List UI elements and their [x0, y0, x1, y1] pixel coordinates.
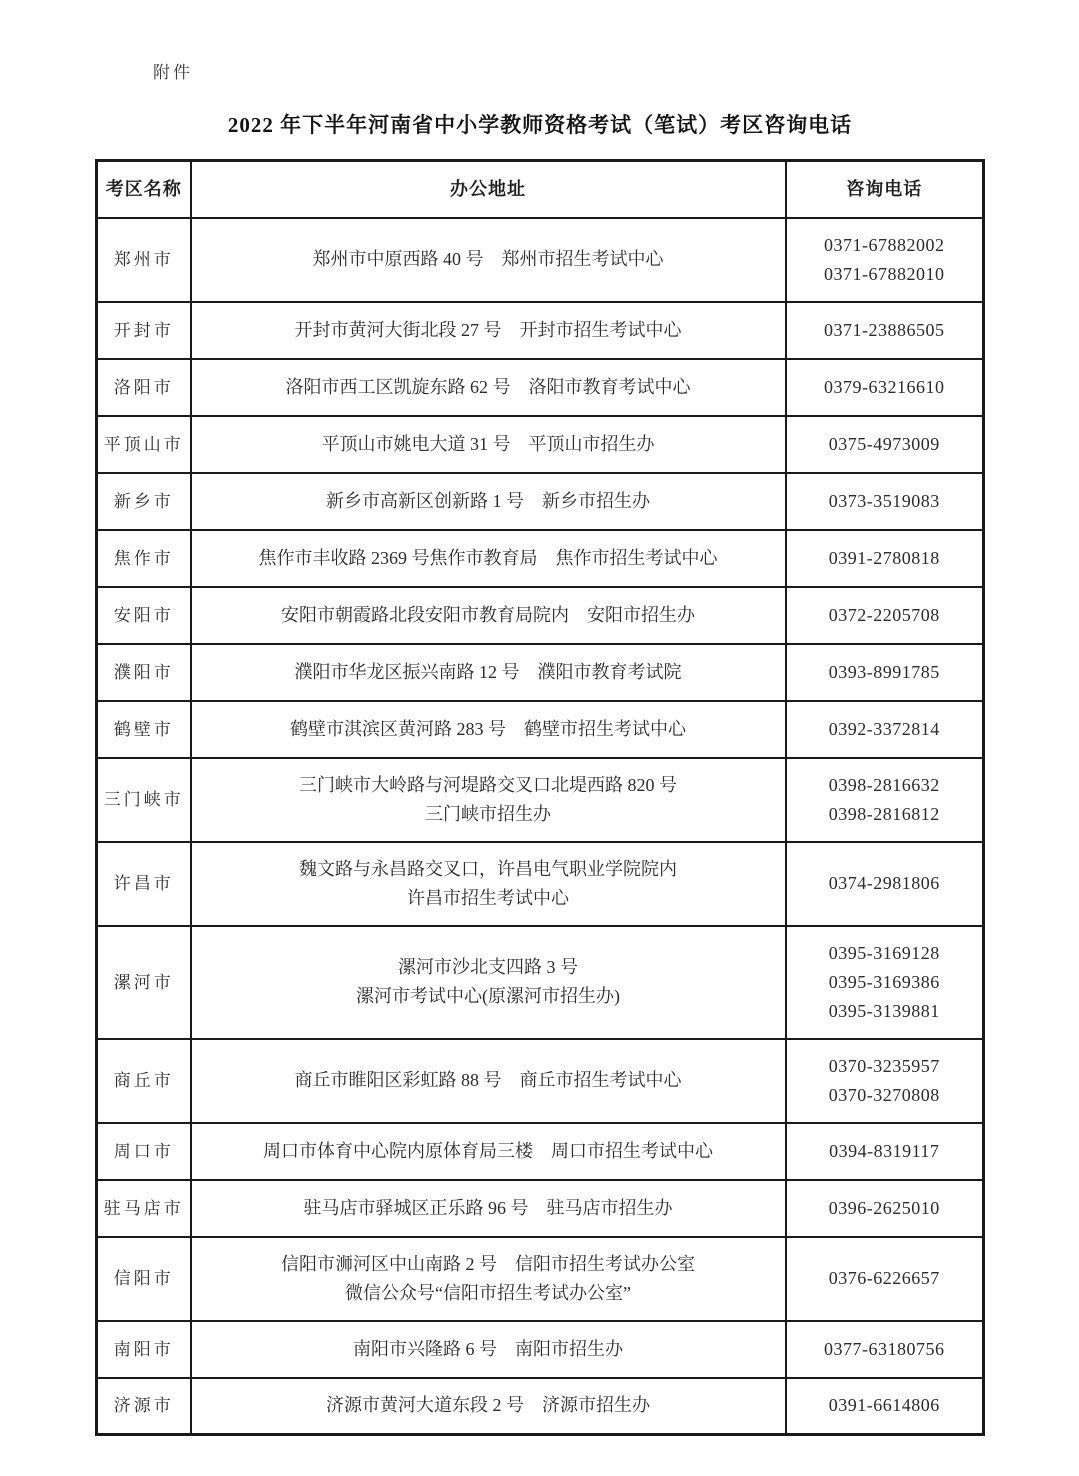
- phone-cell: [786, 1039, 984, 1123]
- phone-number: 0391-6614806: [828, 1395, 940, 1416]
- address-cell: [191, 587, 786, 644]
- phone-number: 0370-3235957: [828, 1055, 940, 1076]
- table-row: [97, 359, 984, 416]
- table-row: [97, 644, 984, 701]
- address-line: 周口市体育中心院内原体育局三楼 周口市招生考试中心: [263, 1140, 713, 1161]
- phone-number: 0371-23886505: [824, 319, 945, 340]
- address-line: 鹤壁市淇滨区黄河路 283 号 鹤壁市招生考试中心: [290, 718, 686, 739]
- table-row: [97, 587, 984, 644]
- address-line: 微信公众号“信阳市招生考试办公室”: [345, 1282, 631, 1303]
- address-cell: [191, 416, 786, 473]
- area-cell: 鹤壁市: [97, 701, 191, 758]
- phone-cell: [786, 530, 984, 587]
- phone-number: 0398-2816812: [828, 803, 940, 824]
- address-cell: [191, 1123, 786, 1180]
- header-phone: 咨询电话: [786, 161, 984, 218]
- page-title: 2022 年下半年河南省中小学教师资格考试（笔试）考区咨询电话: [227, 113, 853, 137]
- phone-number: 0379-63216610: [824, 376, 945, 397]
- address-cell: [191, 1237, 786, 1321]
- header-row: [97, 161, 984, 218]
- table-row: [97, 1321, 984, 1378]
- area-cell: 信阳市: [97, 1237, 191, 1321]
- address-cell: [191, 644, 786, 701]
- phone-number: 0371-67882002: [824, 234, 945, 255]
- contact-table: [95, 159, 985, 1436]
- header-address: 办公地址: [191, 161, 786, 218]
- table-body: [97, 218, 984, 1435]
- phone-cell: [786, 1378, 984, 1435]
- phone-number: 0394-8319117: [829, 1140, 940, 1161]
- address-line: 魏文路与永昌路交叉口，许昌电气职业学院院内: [299, 858, 677, 879]
- address-line: 平顶山市姚电大道 31 号 平顶山市招生办: [321, 433, 655, 454]
- area-cell: 洛阳市: [97, 359, 191, 416]
- phone-cell: [786, 302, 984, 359]
- table-row: [97, 473, 984, 530]
- table-head: [97, 161, 984, 218]
- phone-cell: [786, 701, 984, 758]
- address-line: 许昌市招生考试中心: [407, 887, 569, 908]
- address-cell: [191, 842, 786, 926]
- attachment-label: 附件: [153, 63, 193, 82]
- phone-number: 0393-8991785: [828, 661, 940, 682]
- table-row: [97, 1039, 984, 1123]
- area-cell: 济源市: [97, 1378, 191, 1435]
- phone-cell: [786, 218, 984, 302]
- address-line: 济源市黄河大道东段 2 号 济源市招生办: [326, 1395, 650, 1416]
- phone-number: 0395-3169386: [828, 971, 940, 992]
- area-cell: 商丘市: [97, 1039, 191, 1123]
- phone-number: 0398-2816632: [828, 774, 940, 795]
- table-row: [97, 530, 984, 587]
- address-cell: [191, 1039, 786, 1123]
- area-cell: 郑州市: [97, 218, 191, 302]
- phone-number: 0372-2205708: [828, 604, 940, 625]
- address-cell: [191, 473, 786, 530]
- address-line: 三门峡市招生办: [425, 803, 551, 824]
- address-cell: [191, 530, 786, 587]
- address-line: 漯河市沙北支四路 3 号: [398, 957, 578, 977]
- phone-number: 0370-3270808: [828, 1084, 940, 1105]
- table-row: [97, 416, 984, 473]
- phone-number: 0371-67882010: [824, 263, 945, 284]
- area-cell: 三门峡市: [97, 758, 191, 842]
- table-row: [97, 302, 984, 359]
- phone-cell: [786, 758, 984, 842]
- address-cell: [191, 359, 786, 416]
- area-cell: 濮阳市: [97, 644, 191, 701]
- address-cell: [191, 1180, 786, 1237]
- address-cell: [191, 1378, 786, 1435]
- address-line: 新乡市高新区创新路 1 号 新乡市招生办: [326, 490, 650, 511]
- phone-cell: [786, 587, 984, 644]
- phone-number: 0391-2780818: [828, 547, 940, 568]
- area-cell: 周口市: [97, 1123, 191, 1180]
- table-row: [97, 1123, 984, 1180]
- address-line: 焦作市丰收路 2369 号焦作市教育局 焦作市招生考试中心: [258, 547, 718, 568]
- address-cell: [191, 758, 786, 842]
- address-line: 开封市黄河大街北段 27 号 开封市招生考试中心: [294, 319, 682, 340]
- area-cell: 开封市: [97, 302, 191, 359]
- phone-number: 0375-4973009: [828, 433, 940, 454]
- phone-number: 0374-2981806: [828, 873, 940, 893]
- address-line: 濮阳市华龙区振兴南路 12 号 濮阳市教育考试院: [294, 661, 682, 682]
- phone-cell: [786, 359, 984, 416]
- table-row: [97, 1378, 984, 1435]
- phone-number: 0392-3372814: [828, 718, 940, 739]
- address-cell: [191, 701, 786, 758]
- header-area: 考区名称: [97, 161, 191, 218]
- address-line: 洛阳市西工区凯旋东路 62 号 洛阳市教育考试中心: [285, 376, 691, 397]
- phone-number: 0376-6226657: [828, 1268, 940, 1288]
- address-line: 驻马店市驿城区正乐路 96 号 驻马店市招生办: [303, 1197, 673, 1218]
- table-row: [97, 1180, 984, 1237]
- phone-cell: [786, 842, 984, 926]
- area-cell: 平顶山市: [97, 416, 191, 473]
- area-cell: 驻马店市: [97, 1180, 191, 1237]
- table-row: [97, 218, 984, 302]
- phone-number: 0395-3169128: [828, 942, 940, 963]
- table-row: [97, 926, 984, 1039]
- phone-cell: [786, 1180, 984, 1237]
- area-cell: 安阳市: [97, 587, 191, 644]
- address-cell: [191, 926, 786, 1039]
- area-cell: 许昌市: [97, 842, 191, 926]
- address-cell: [191, 218, 786, 302]
- table-row: [97, 758, 984, 842]
- address-line: 信阳市浉河区中山南路 2 号 信阳市招生考试办公室: [281, 1253, 695, 1274]
- area-cell: 新乡市: [97, 473, 191, 530]
- phone-cell: [786, 1123, 984, 1180]
- area-cell: 南阳市: [97, 1321, 191, 1378]
- phone-cell: [786, 1321, 984, 1378]
- address-line: 商丘市睢阳区彩虹路 88 号 商丘市招生考试中心: [294, 1070, 682, 1090]
- area-cell: 焦作市: [97, 530, 191, 587]
- address-line: 南阳市兴隆路 6 号 南阳市招生办: [353, 1338, 623, 1359]
- phone-number: 0373-3519083: [828, 490, 940, 511]
- address-cell: [191, 302, 786, 359]
- phone-number: 0396-2625010: [828, 1197, 940, 1218]
- table-row: [97, 842, 984, 926]
- address-line: 郑州市中原西路 40 号 郑州市招生考试中心: [312, 249, 664, 269]
- table-row: [97, 1237, 984, 1321]
- address-line: 漯河市考试中心(原漯河市招生办): [356, 986, 620, 1006]
- phone-number: 0377-63180756: [824, 1338, 945, 1359]
- address-line: 安阳市朝霞路北段安阳市教育局院内 安阳市招生办: [281, 604, 695, 625]
- address-line: 三门峡市大岭路与河堤路交叉口北堤西路 820 号: [299, 774, 677, 795]
- phone-number: 0395-3139881: [828, 1000, 940, 1021]
- phone-cell: [786, 926, 984, 1039]
- phone-cell: [786, 473, 984, 530]
- address-cell: [191, 1321, 786, 1378]
- area-cell: 漯河市: [97, 926, 191, 1039]
- phone-cell: [786, 1237, 984, 1321]
- phone-cell: [786, 644, 984, 701]
- table-row: [97, 701, 984, 758]
- phone-cell: [786, 416, 984, 473]
